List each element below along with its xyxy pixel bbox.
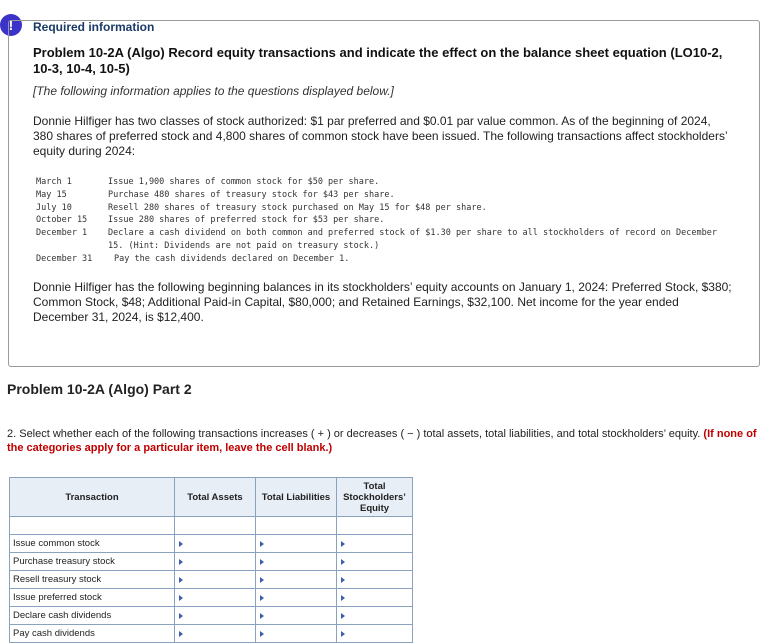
table-row: [10, 571, 413, 589]
spacer-cell: [175, 517, 256, 535]
equity-select[interactable]: [337, 607, 413, 625]
dropdown-arrow-icon: [179, 577, 183, 583]
assets-select[interactable]: [175, 553, 256, 571]
transaction-date: March 1: [36, 177, 72, 187]
transaction-text: Pay the cash dividends declared on December 1.: [114, 253, 350, 264]
transaction-date: October 15: [36, 215, 88, 226]
spacer-cell: [10, 517, 175, 535]
transaction-list: [36, 176, 736, 266]
row-label: Issue common stock: [10, 535, 175, 553]
instruction-note: (If none of the categories apply for a particular item, leave the cell blank.): [7, 428, 757, 454]
applies-note: [The following information applies to the questions displayed below.]: [33, 84, 394, 98]
assets-select[interactable]: [175, 589, 256, 607]
transaction-entry: [36, 227, 736, 253]
instruction: [7, 427, 762, 455]
dropdown-arrow-icon: [179, 595, 183, 601]
assets-select[interactable]: [175, 625, 256, 643]
transaction-date: December 1: [36, 228, 88, 239]
answer-table: [9, 477, 413, 643]
dropdown-arrow-icon: [260, 613, 264, 619]
header-total-assets: Total Assets: [175, 478, 256, 517]
dropdown-arrow-icon: [341, 577, 345, 583]
dropdown-arrow-icon: [260, 631, 264, 637]
assets-select[interactable]: [175, 535, 256, 553]
header-total-equity: Total Stockholders’ Equity: [337, 478, 413, 517]
table-row: [10, 553, 413, 571]
part-title: Problem 10-2A (Algo) Part 2: [7, 381, 192, 397]
instruction-text: 2. Select whether each of the following transactions increases ( + ) or decreases ( − ) total assets, total liabilities, and total stockholders’ equity.: [7, 428, 701, 440]
alert-icon: !: [0, 14, 22, 36]
equity-select[interactable]: [337, 589, 413, 607]
dropdown-arrow-icon: [179, 541, 183, 547]
row-label: Issue preferred stock: [10, 589, 175, 607]
beginning-balances: Donnie Hilfiger has the following beginning balances in its stockholders’ equity accounts on January 1, 2024: Preferred Stock, $380; Common Stock, $48; Additional Paid-in Capital, $80,000; and Retained Earnings, $32,100. Net income for the year ended December 31, 2024, is $12,400.: [33, 280, 732, 324]
dropdown-arrow-icon: [341, 631, 345, 637]
equity-select[interactable]: [337, 625, 413, 643]
transaction-text: Resell 280 shares of treasury stock purchased on May 15 for $48 per share.: [108, 202, 487, 213]
dropdown-arrow-icon: [179, 613, 183, 619]
liabilities-select[interactable]: [256, 553, 337, 571]
table-row: [10, 607, 413, 625]
header-transaction: Transaction: [10, 478, 175, 517]
transaction-date: May 15: [36, 189, 67, 200]
dropdown-arrow-icon: [260, 577, 264, 583]
liabilities-select[interactable]: [256, 535, 337, 553]
liabilities-select[interactable]: [256, 589, 337, 607]
transaction-text: Issue 280 shares of preferred stock for $53 per share.: [108, 215, 385, 226]
spacer-cell: [337, 517, 413, 535]
transaction-date: July 10: [36, 202, 72, 213]
dropdown-arrow-icon: [179, 631, 183, 637]
dropdown-arrow-icon: [260, 595, 264, 601]
table-row: [10, 625, 413, 643]
liabilities-select[interactable]: [256, 571, 337, 589]
assets-select[interactable]: [175, 607, 256, 625]
row-label: Resell treasury stock: [10, 571, 175, 589]
table-row: [10, 535, 413, 553]
transaction-entry: [36, 176, 736, 189]
dropdown-arrow-icon: [341, 595, 345, 601]
transaction-text: Issue 1,900 shares of common stock for $50 per share.: [108, 177, 380, 187]
header-total-liabilities: Total Liabilities: [256, 478, 337, 517]
transaction-entry: [36, 202, 736, 215]
transaction-date: December 31: [36, 253, 93, 264]
dropdown-arrow-icon: [260, 541, 264, 547]
table-row: [10, 589, 413, 607]
dropdown-arrow-icon: [341, 559, 345, 565]
assets-select[interactable]: [175, 571, 256, 589]
required-information-heading: Required information: [33, 20, 155, 34]
transaction-entry: [36, 253, 736, 266]
row-label: Declare cash dividends: [10, 607, 175, 625]
spacer-cell: [256, 517, 337, 535]
transaction-text: Purchase 480 shares of treasury stock for $43 per share.: [108, 189, 395, 200]
dropdown-arrow-icon: [341, 613, 345, 619]
row-label: Purchase treasury stock: [10, 553, 175, 571]
dropdown-arrow-icon: [179, 559, 183, 565]
transaction-entry: [36, 214, 736, 227]
problem-title: Problem 10-2A (Algo) Record equity transactions and indicate the effect on the balance sheet equation (LO10-2, 10-3, 10-4, 10-5): [33, 45, 723, 76]
transaction-text: Declare a cash dividend on both common and preferred stock of $1.30 per share to all stockholders of record on December 15. (Hint: Dividends are not paid on treasury stock.): [108, 228, 717, 251]
equity-select[interactable]: [337, 571, 413, 589]
equity-select[interactable]: [337, 553, 413, 571]
dropdown-arrow-icon: [341, 541, 345, 547]
problem-description: Donnie Hilfiger has two classes of stock authorized: $1 par preferred and $0.01 par value common. As of the beginning of 2024, 380 shares of preferred stock and 4,800 shares of common stock have been issued. The following transactions affect stockholders’ equity during 2024:: [33, 114, 728, 158]
liabilities-select[interactable]: [256, 607, 337, 625]
dropdown-arrow-icon: [260, 559, 264, 565]
row-label: Pay cash dividends: [10, 625, 175, 643]
liabilities-select[interactable]: [256, 625, 337, 643]
equity-select[interactable]: [337, 535, 413, 553]
transaction-entry: [36, 189, 736, 202]
